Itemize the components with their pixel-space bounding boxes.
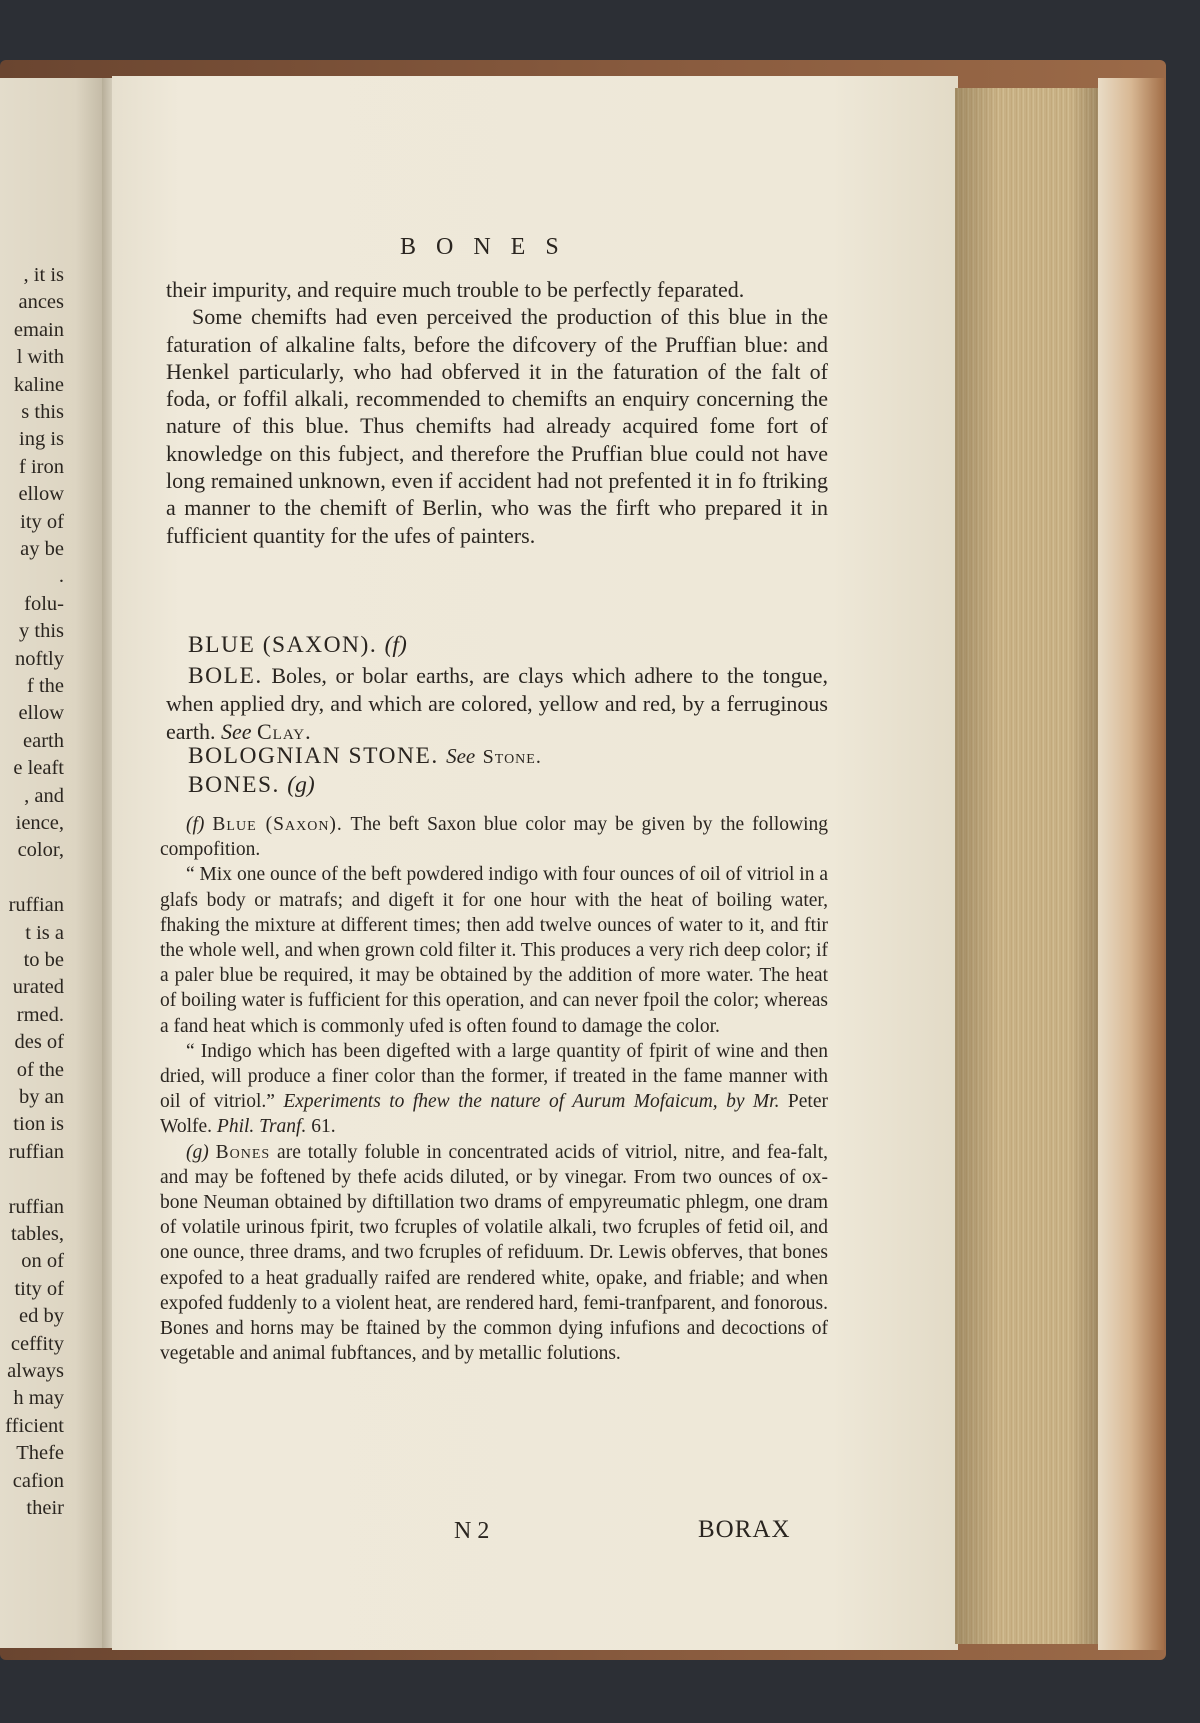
left-page-line: , it is (23, 264, 64, 286)
left-page-line: to be (23, 949, 64, 971)
entry-bolognian-stone: BOLOGNIAN STONE. See Stone. (188, 743, 542, 769)
running-head: BONES (400, 234, 579, 260)
left-page-line: ed by (19, 1305, 64, 1328)
left-page-line: color, (17, 839, 64, 862)
left-page-line: ruffian (8, 894, 64, 917)
entry-head: BOLE. (188, 663, 263, 689)
left-page-line: tables, (11, 1223, 64, 1245)
cover-edge (1098, 78, 1164, 1650)
footnote-f-quote: “ Mix one ounce of the beft powdered indigo with four ounces of oil of vitriol in a glafs body or matrafs; and digeft it for one hour with the heat of boiling water, fhaking the mixture at different times; then add twelve ounces of water to it, and ftir the whole well, and when grown cold filter it. This produces a very rich deep color; if a paler blue be required, it may be obtained by the addition of more water. The heat of boiling water is fufficient for this operation, and can never fpoil the color; whereas a fand heat which is commonly ufed is often found to damage the color. (160, 864, 828, 1037)
left-page-line: ience, (15, 812, 64, 834)
paragraph: their impurity, and require much trouble to be perfectly feparated. (166, 277, 745, 302)
catchword: BORAX (698, 1516, 791, 1543)
footnote-ref: (g) (287, 772, 315, 798)
paragraph: Some chemifts had even perceived the production of this blue in the faturation of alkaline falts, before the difcovery of the Pruffian blue: and Henkel particularly, who had obferved it in the faturation of the falt of foda, or foffil alkali, recommended to chemifts an enquiry concerning the nature of this blue. Thus chemifts had already acquired fome fort of knowledge on this fubject, and therefore the Pruffian blue could not have long remained unknown, even if accident had not prefented it in fo ftriking a manner to the chemift of Berlin, who was the firft who prepared it in fufficient quantity for the ufes of painters. (166, 304, 828, 548)
left-page-line: cafion (12, 1469, 64, 1492)
left-page-line: ruffian (8, 1140, 64, 1163)
left-page-line: s this (21, 401, 64, 423)
left-page-line: . (58, 565, 64, 588)
left-page-line: tity of (14, 1277, 64, 1300)
entry-head: BOLOGNIAN STONE. (188, 743, 439, 769)
left-page-line: earth (23, 729, 64, 752)
left-page-line: noftly (15, 647, 64, 670)
left-page-line: f the (27, 675, 64, 697)
entry-bole: BOLE. Boles, or bolar earths, are clays which adhere to the tongue, when applied dry, and which are colored, yellow and red, by a ferruginous earth. See Clay. (166, 663, 829, 744)
left-page-line: ances (18, 291, 64, 314)
footnote-f: (f) Blue (Saxon). The beft Saxon blue color may be given by the following compofition. (160, 814, 828, 861)
entry-bones (188, 772, 315, 799)
left-page-line: rmed. (16, 1003, 64, 1026)
left-page-text (0, 78, 108, 1648)
left-page-line: emain (13, 318, 64, 341)
left-page-line: ity of (20, 510, 64, 533)
left-page-line: fficient (5, 1414, 64, 1437)
left-page-line: folu- (24, 592, 64, 615)
left-page-line: by an (19, 1086, 64, 1108)
left-page-line: t is a (25, 921, 64, 944)
left-page-line: ellow (18, 483, 64, 506)
left-page-line: tion is (13, 1113, 64, 1136)
left-page-line: their (26, 1497, 64, 1519)
left-page-line: on of (21, 1250, 64, 1273)
left-page-line: ing is (19, 428, 64, 451)
left-page-line: ruffian (8, 1195, 64, 1218)
left-page-line: kaline (13, 373, 64, 396)
entry-text: Boles, or bolar earths, are clays which adhere to the tongue, when applied dry, and which are colored, yellow and red, by a ferruginous earth. (166, 663, 829, 744)
left-page-line: des of (14, 1031, 64, 1054)
signature-mark: N 2 (454, 1518, 490, 1544)
footnote-f-quote: “ Indigo which has been digefted with a large quantity of fpirit of wine and then dried, will produce a finer color than the former, if treated in the fame manner with oil of vitriol.” Experiments to fhew the nature of Aurum Mofaicum, by Mr. Peter Wolfe. Phil. Tranf. 61. (160, 1040, 828, 1138)
left-page-line: ellow (18, 702, 64, 725)
entry-head: BLUE (SAXON). (188, 632, 378, 658)
footnote-g: (g) Bones are totally foluble in concentrated acids of vitriol, nitre, and fea-falt, and may be foftened by thefe acids diluted, or by vinegar. From two ounces of ox-bone Neuman obtained by diftillation two drams of empyreumatic phlegm, one dram of volatile urinous fpirit, two fcruples of volatile alkali, two fcruples of fetid oil, and one ounce, three drams, and two fcruples of refiduum. Dr. Lewis obferves, that bones expofed to a heat gradually raifed are rendered white, opake, and friable; and when expofed fuddenly to a violent heat, are rendered hard, femi-tranfparent, and fonorous. Bones and horns may be ftained by the common dying infufions and decoctions of vegetable and animal fubftances, and by metallic folutions. (160, 1141, 829, 1365)
left-page-line: always (7, 1360, 64, 1382)
left-page-line: ceffity (10, 1332, 64, 1355)
footnote-ref: (f) (384, 632, 407, 658)
entry-head: BONES. (188, 772, 280, 798)
left-page-line: y this (19, 620, 64, 643)
main-text (166, 276, 828, 549)
left-page-line: h may (13, 1387, 64, 1410)
footnotes (160, 812, 828, 1366)
left-page-line: urated (12, 976, 64, 999)
left-page-line: ay be (20, 538, 64, 560)
entry-blue-saxon (188, 632, 407, 659)
left-page-line: Thefe (16, 1442, 64, 1465)
left-page-line: f iron (19, 455, 64, 478)
left-page-line: l with (16, 346, 64, 369)
left-page-line: of the (16, 1058, 64, 1081)
left-page-line: e leaft (13, 757, 64, 780)
cross-reference: Stone. (482, 746, 542, 768)
left-page (0, 78, 108, 1648)
left-page-line: , and (24, 784, 64, 807)
cross-reference: Clay. (257, 718, 312, 744)
